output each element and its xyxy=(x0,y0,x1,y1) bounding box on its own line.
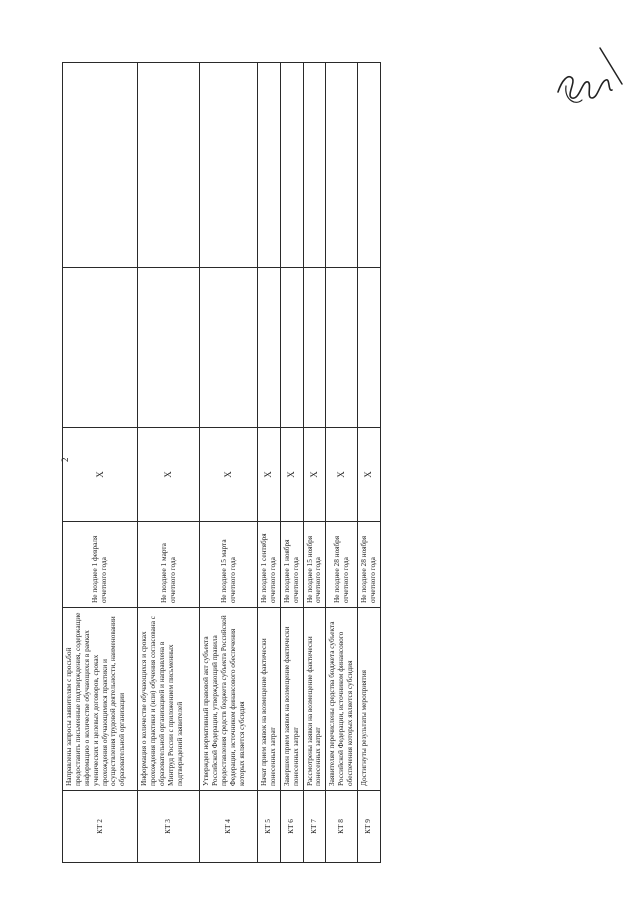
row-term: Не позднее 1 ноября отчетного года xyxy=(280,522,303,608)
table-row xyxy=(138,63,200,863)
row-mark: X xyxy=(280,428,303,522)
table-row xyxy=(258,63,281,863)
row-event: Достигнуты результаты мероприятия xyxy=(358,608,381,791)
row-event: Заявителям перечислены средства бюджета субъекта Российской Федерации, источником финансового обеспечения которых является субсидия xyxy=(326,608,358,791)
table-row xyxy=(280,63,303,863)
row-empty-cell xyxy=(303,268,326,428)
row-mark: X xyxy=(258,428,281,522)
row-code: КТ 4 xyxy=(200,791,258,863)
row-empty-cell xyxy=(258,63,281,268)
row-code: КТ 9 xyxy=(358,791,381,863)
row-empty-cell xyxy=(200,268,258,428)
table-row xyxy=(200,63,258,863)
row-empty-cell xyxy=(326,268,358,428)
row-mark: X xyxy=(326,428,358,522)
row-empty-cell xyxy=(326,63,358,268)
table-row xyxy=(63,63,138,863)
row-event: Рассмотрены заявки на возмещение фактически понесенных затрат xyxy=(303,608,326,791)
row-code: КТ 8 xyxy=(326,791,358,863)
row-event: Информация о количестве обучающихся и сроках прохождения практики и (или) обучения согласована с образовательной организацией и направлена в Минтруд России с приложением письменных подтверждений заявителей xyxy=(138,608,200,791)
row-event: Утвержден нормативный правовой акт субъекта Российской Федерации, утверждающий правила предоставления средств бюджета субъекта Российской Федерации, источником финансового обеспечения которых является субсидия xyxy=(200,608,258,791)
row-empty-cell xyxy=(63,63,138,268)
table-row xyxy=(303,63,326,863)
row-mark: X xyxy=(358,428,381,522)
row-event: Направлены запросы заявителям с просьбой предоставить письменные подтверждения, содержащие информацию о количестве обучающихся в рамках ученических и целевых договоров, сроках прохождения обучающимися практики и осуществления трудовой деятельности, наименовании образовательной организации xyxy=(63,608,138,791)
row-empty-cell xyxy=(358,63,381,268)
row-empty-cell xyxy=(358,268,381,428)
row-mark: X xyxy=(303,428,326,522)
row-code: КТ 7 xyxy=(303,791,326,863)
row-event: Завершен прием заявок на возмещение фактически понесенных затрат xyxy=(280,608,303,791)
row-mark: X xyxy=(200,428,258,522)
row-code: КТ 2 xyxy=(63,791,138,863)
row-empty-cell xyxy=(138,63,200,268)
row-empty-cell xyxy=(63,268,138,428)
row-term: Не позднее 28 ноября отчетного года xyxy=(326,522,358,608)
row-empty-cell xyxy=(280,63,303,268)
row-empty-cell xyxy=(258,268,281,428)
row-code: КТ 5 xyxy=(258,791,281,863)
row-term: Не позднее 28 ноября отчетного года xyxy=(358,522,381,608)
row-term: Не позднее 1 февраля отчетного года xyxy=(63,522,138,608)
page-number: 2 xyxy=(60,457,70,462)
row-code: КТ 6 xyxy=(280,791,303,863)
row-term: Не позднее 15 марта отчетного года xyxy=(200,522,258,608)
row-term: Не позднее 1 сентября отчетного года xyxy=(258,522,281,608)
handwritten-signature xyxy=(552,40,628,112)
row-empty-cell xyxy=(303,63,326,268)
row-empty-cell xyxy=(138,268,200,428)
row-empty-cell xyxy=(200,63,258,268)
row-term: Не позднее 15 ноября отчетного года xyxy=(303,522,326,608)
row-mark: X xyxy=(138,428,200,522)
control-points-table xyxy=(62,63,377,863)
row-term: Не позднее 1 марта отчетного года xyxy=(138,522,200,608)
table-row xyxy=(326,63,358,863)
row-code: КТ 3 xyxy=(138,791,200,863)
row-empty-cell xyxy=(280,268,303,428)
table-row xyxy=(358,63,381,863)
row-mark: X xyxy=(63,428,138,522)
row-event: Начат прием заявок на возмещение фактически понесенных затрат xyxy=(258,608,281,791)
